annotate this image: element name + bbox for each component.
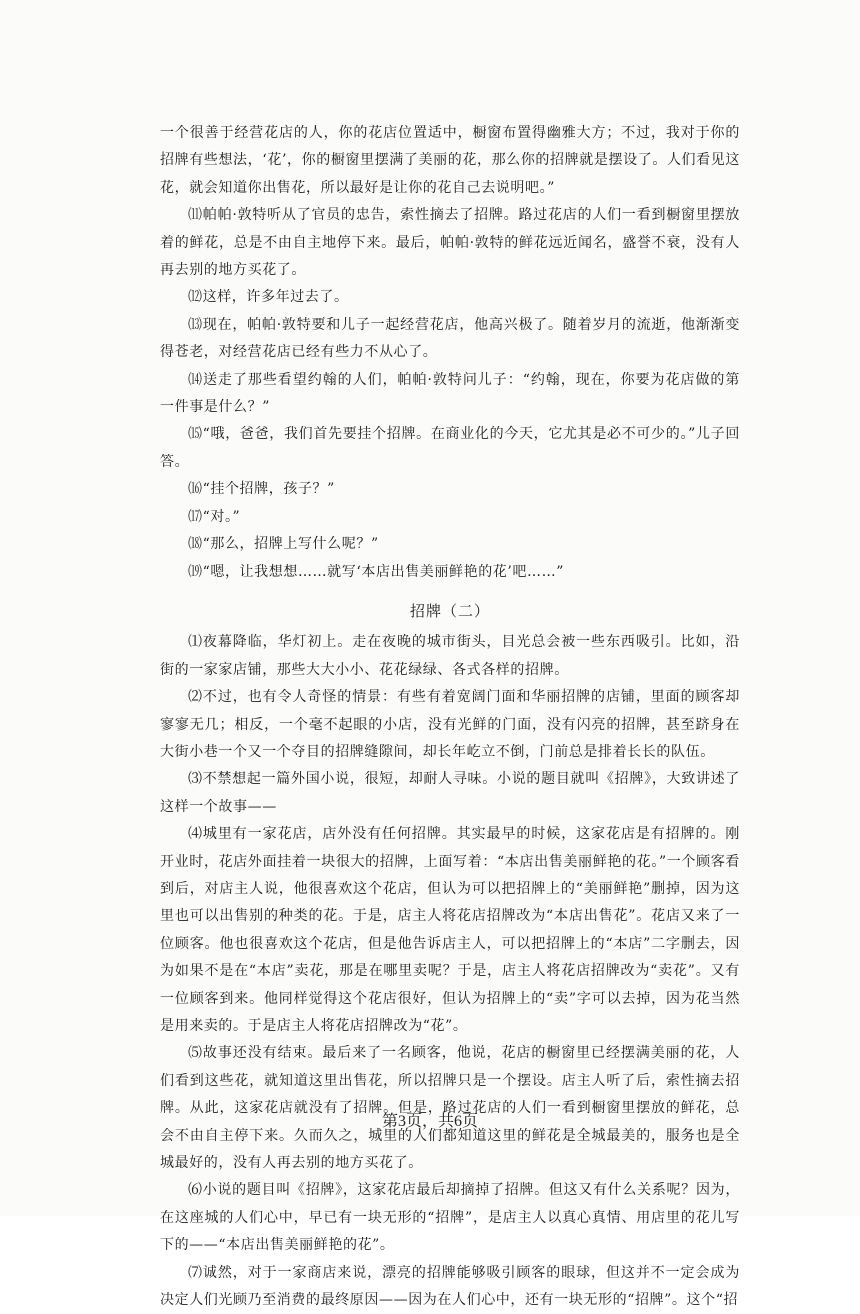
paragraph-2-3: ⑶不禁想起一篇外国小说，很短，却耐人寻味。小说的题目就叫《招牌》，大致讲述了这样一个故事—— bbox=[160, 771, 740, 815]
paragraph-14: ⒁送走了那些看望约翰的人们，帕帕·敦特问儿子：“约翰，现在，你要为花店做的第一件事是什么？” bbox=[160, 371, 740, 416]
paragraph-17: ⒄“对。” bbox=[188, 508, 241, 525]
paragraph-2-6: ⑹小说的题目叫《招牌》，这家花店最后却摘掉了招牌。但这又有什么关系呢？因为，在这座城的人们心中，早已有一块无形的“招牌”，是店主人以真心真情、用店里的花儿写下的——“本店出售美丽鲜艳的花”。 bbox=[160, 1182, 740, 1254]
paragraph-18: ⒅“那么，招牌上写什么呢？” bbox=[188, 536, 379, 553]
paragraph-15: ⒂“哦，爸爸，我们首先要挂个招牌。在商业化的今天，它尤其是必不可少的。”儿子回答。 bbox=[160, 426, 740, 470]
paragraph-11: ⑾帕帕·敦特听从了官员的忠告，索性摘去了招牌。路过花店的人们一看到橱窗里摆放着的鲜花，总是不由自主地停下来。最后，帕帕·敦特的鲜花远近闻名，盛誉不衰，没有人再去别的地方买花了。 bbox=[160, 207, 740, 279]
page-content bbox=[160, 120, 740, 1314]
paragraph-continued: 一个很善于经营花店的人，你的花店位置适中，橱窗布置得幽雅大方；不过，我对于你的招牌有些想法，‘花’，你的橱窗里摆满了美丽的花，那么你的招牌就是摆设了。人们看见这花，就会知道你出售花，所以最好是让你的花自己去说明吧。” bbox=[160, 125, 740, 196]
paragraph-12: ⑿这样，许多年过去了。 bbox=[188, 289, 349, 306]
paragraph-2-4: ⑷城里有一家花店，店外没有任何招牌。其实最早的时候，这家花店是有招牌的。刚开业时，花店外面挂着一块很大的招牌，上面写着：“本店出售美丽鲜艳的花。”一个顾客看到后，对店主人说，他很喜欢这个花店，但认为可以把招牌上的“美丽鲜艳”删掉，因为这里也可以出售别的种类的花。于是，店主人将花店招牌改为“本店出售花”。花店又来了一位顾客。他也很喜欢这个花店，但是他告诉店主人，可以把招牌上的“本店”二字删去，因为如果不是在“本店”卖花，那是在哪里卖呢？于是，店主人将花店招牌改为“卖花”。又有一位顾客到来。他同样觉得这个花店很好，但认为招牌上的“卖”字可以去掉，因为花当然是用来卖的。于是店主人将花店招牌改为“花”。 bbox=[160, 826, 740, 1034]
page-number: 第3页，共6页 bbox=[381, 1113, 478, 1130]
paragraph-13: ⒀现在，帕帕·敦特要和儿子一起经营花店，他高兴极了。随着岁月的流逝，他渐渐变得苍老，对经营花店已经有些力不从心了。 bbox=[160, 316, 740, 361]
paragraph-19: ⒆“嗯，让我想想……就写‘本店出售美丽鲜艳的花’吧……” bbox=[188, 563, 565, 580]
paragraph-2-2: ⑵不过，也有令人奇怪的情景：有些有着宽阔门面和华丽招牌的店铺，里面的顾客却寥寥无几；相反，一个毫不起眼的小店，没有光鲜的门面，没有闪亮的招牌，甚至跻身在大街小巷一个又一个夺目的招牌缝隙间，却长年屹立不倒，门前总是排着长长的队伍。 bbox=[160, 689, 740, 760]
section-title: 招牌（二） bbox=[409, 601, 490, 620]
paragraph-2-7: ⑺诚然，对于一家商店来说，漂亮的招牌能够吸引顾客的眼球，但这并不一定会成为决定人们光顾乃至消费的最终原因——因为在人们心中，还有一块无形的“招牌”。这个“招 bbox=[160, 1264, 740, 1309]
paragraph-2-1: ⑴夜幕降临，华灯初上。走在夜晚的城市街头，目光总会被一些东西吸引。比如，沿街的一家家店铺，那些大大小小、花花绿绿、各式各样的招牌。 bbox=[160, 634, 740, 678]
paragraph-16: ⒃“挂个招牌，孩子？” bbox=[188, 481, 335, 498]
paragraph-2-5: ⑸故事还没有结束。最后来了一名顾客，他说，花店的橱窗里已经摆满美丽的花，人们看到这些花，就知道这里出售花，所以招牌只是一个摆设。店主人听了后，索性摘去招牌。从此，这家花店就没有了招牌。但是，路过花店的人们一看到橱窗里摆放的鲜花，总会不由自主停下来。久而久之，城里的人们都知道这里的鲜花是全城最美的，服务也是全城最好的，没有人再去别的地方买花了。 bbox=[160, 1045, 740, 1172]
